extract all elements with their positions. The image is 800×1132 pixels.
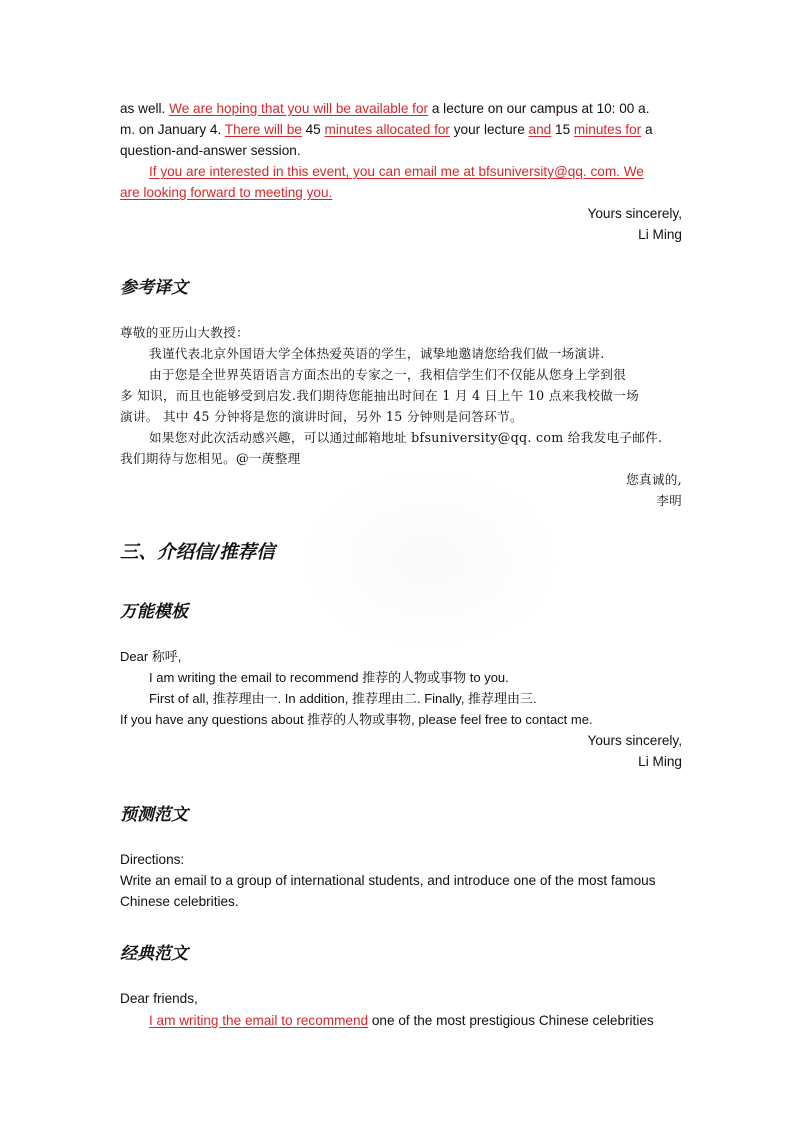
letter-line-1: [120, 98, 682, 119]
highlight-phrase: There will be: [224, 122, 302, 137]
text: your lecture: [449, 122, 529, 137]
translation-p3b: 我们期待与您相见。@一菮整理: [120, 451, 301, 466]
text: a lecture on our campus at 10: 00 a.: [428, 101, 650, 116]
template-closing: Yours sincerely,: [587, 733, 682, 748]
translation-closing: 您真诚的,: [626, 472, 682, 487]
letter-line-5: [120, 182, 682, 203]
highlight-phrase: We are hoping that you will be available for: [169, 101, 429, 116]
translation-p2a: 由于您是全世界英语语言方面杰出的专家之一，我相信学生们不仅能从您身上学到很: [149, 367, 627, 382]
highlight-phrase: are looking forward to meeting you.: [120, 185, 333, 200]
template-salutation: Dear 称呼,: [120, 649, 182, 664]
directions-line-1: Write an email to a group of international students, and introduce one of the most famous: [120, 873, 656, 888]
classic-salutation: Dear friends,: [120, 991, 198, 1006]
translation-heading: 参考译文: [120, 278, 188, 298]
prediction-heading: 预测范文: [120, 805, 188, 825]
text: a: [641, 122, 653, 137]
classic-line-1: [149, 1010, 711, 1031]
section-title: 三、介绍信/推荐信: [120, 542, 275, 563]
text: 15: [551, 122, 574, 137]
template-line-3: If you have any questions about 推荐的人物或事物, please feel free to contact me.: [120, 712, 593, 727]
template-line-2: First of all, 推荐理由一. In addition, 推荐理由二. Finally, 推荐理由三.: [149, 691, 537, 706]
highlight-phrase: and: [528, 122, 552, 137]
directions-label: Directions:: [120, 852, 185, 867]
text: 45: [301, 122, 325, 137]
text: one of the most prestigious Chinese celebrities: [368, 1013, 654, 1028]
highlight-phrase: minutes allocated for: [324, 122, 450, 137]
letter-line-2: [120, 119, 682, 140]
translation-salutation: 尊敬的亚历山大教授：: [120, 325, 249, 340]
template-line-1: I am writing the email to recommend 推荐的人物或事物 to you.: [149, 670, 509, 685]
highlight-phrase: minutes for: [573, 122, 642, 137]
letter-signature: Li Ming: [638, 227, 682, 242]
text: m. on January 4.: [120, 122, 225, 137]
translation-p3a: 如果您对此次活动感兴趣，可以通过邮箱地址 bfsuniversity@qq. com 给我发电子邮件.: [149, 430, 663, 445]
translation-p2c: 演讲。 其中 45 分钟将是您的演讲时间，另外 15 分钟则是问答环节。: [120, 409, 523, 424]
text: as well.: [120, 101, 170, 116]
classic-heading: 经典范文: [120, 944, 188, 964]
translation-p2b: 多 知识，而且也能够受到启发.我们期待您能抽出时间在 1 月 4 日上午 10 点来我校做一场: [120, 388, 639, 403]
letter-closing: Yours sincerely,: [587, 206, 682, 221]
translation-signature: 李明: [656, 493, 682, 508]
translation-p1: 我谨代表北京外国语大学全体热爱英语的学生，诚挚地邀请您给我们做一场演讲.: [149, 346, 605, 361]
directions-line-2: Chinese celebrities.: [120, 894, 239, 909]
letter-line-3: question-and-answer session.: [120, 143, 301, 158]
highlight-phrase: I am writing the email to recommend: [149, 1013, 369, 1028]
letter-line-4: If you are interested in this event, you can email me at bfsuniversity@qq. com. We: [149, 164, 644, 179]
template-signature: Li Ming: [638, 754, 682, 769]
template-heading: 万能模板: [120, 602, 188, 622]
